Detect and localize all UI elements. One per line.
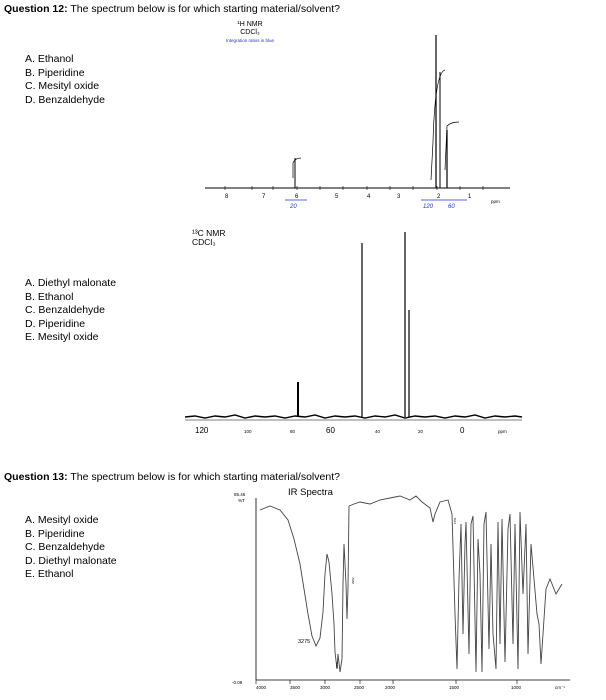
c-axis-120: 120	[195, 426, 209, 435]
ir-y-unit: %T	[238, 498, 245, 503]
h-axis-6: 6	[295, 194, 299, 200]
ir-axis-1500: 1500	[449, 685, 460, 690]
question-12-title: Question 12: The spectrum below is for which starting material/solvent?	[4, 3, 340, 15]
h-axis-3: 3	[397, 194, 401, 200]
option-e[interactable]: E. Ethanol	[25, 568, 74, 581]
ir-axis-4000: 4000	[256, 685, 267, 690]
h-integral-1	[293, 158, 301, 178]
ir-axis-unit: cm⁻¹	[555, 685, 565, 690]
h-axis-5: 5	[335, 194, 339, 200]
option-b[interactable]: B. Ethanol	[25, 290, 74, 303]
h-integration-60: 60	[448, 204, 455, 210]
option-b[interactable]: B. Piperidine	[25, 527, 85, 540]
ir-axis-3500: 3500	[290, 685, 301, 690]
c-axis-100: 100	[244, 429, 252, 434]
option-d[interactable]: D. Diethyl malonate	[25, 554, 117, 567]
c-nmr-noise-baseline	[185, 415, 522, 418]
svg-text:1651: 1651	[453, 517, 457, 524]
ir-axis-1000: 1000	[511, 685, 522, 690]
option-a[interactable]: A. Diethyl malonate	[25, 277, 117, 289]
question-13-title: Question 13: The spectrum below is for which starting material/solvent?	[4, 471, 340, 483]
option-d[interactable]: D. Benzaldehyde	[25, 93, 105, 106]
ir-peak-label: 3275	[298, 639, 311, 645]
c-axis-60: 60	[326, 426, 335, 435]
h-nmr-options	[25, 53, 105, 107]
h-axis-ppm: ppm	[491, 199, 500, 204]
h-axis-8: 8	[225, 194, 229, 200]
svg-text:2971: 2971	[335, 661, 339, 668]
ir-axis-2500: 2500	[354, 685, 365, 690]
option-d[interactable]: D. Piperidine	[25, 317, 86, 330]
ir-y-top: 85.46	[234, 492, 246, 497]
option-c[interactable]: C. Benzaldehyde	[25, 541, 105, 554]
h-axis-2: 2	[437, 194, 441, 200]
option-e[interactable]: E. Mesityl oxide	[25, 331, 99, 344]
c-nmr-title: ¹³C NMR CDCl₃	[192, 228, 226, 247]
h-axis-1: 1	[468, 194, 472, 200]
svg-text:2902: 2902	[351, 577, 355, 584]
ir-transmittance-curve	[260, 496, 562, 672]
c-axis-0: 0	[460, 426, 465, 435]
ir-y-bottom: -0.09	[232, 680, 243, 685]
option-a[interactable]: A. Mesityl oxide	[25, 514, 99, 526]
integration-note: Integration ratios in blue	[225, 38, 275, 43]
c-nmr-options	[25, 277, 116, 345]
c-axis-40: 40	[375, 429, 381, 434]
ir-axis-2000: 2000	[385, 685, 396, 690]
ir-axis-3000: 3000	[320, 685, 331, 690]
ir-options	[25, 514, 117, 582]
c-axis-ppm: ppm	[498, 429, 507, 434]
h-integration-20: 20	[290, 204, 297, 210]
option-c[interactable]: C. Mesityl oxide	[25, 80, 100, 93]
h-nmr-spectrum	[185, 30, 515, 215]
ir-title: IR Spectra	[288, 487, 333, 498]
h-axis-7: 7	[262, 194, 266, 200]
ir-spectrum	[230, 484, 586, 696]
h-integration-120: 120	[423, 204, 434, 210]
c-axis-80: 80	[290, 429, 296, 434]
option-a[interactable]: A. Ethanol	[25, 53, 74, 65]
c-nmr-spectrum	[180, 225, 525, 440]
h-axis-4: 4	[367, 194, 371, 200]
h-nmr-title: ¹H NMR CDCl₃	[237, 21, 263, 36]
option-c[interactable]: C. Benzaldehyde	[25, 304, 105, 317]
h-integral-2	[431, 70, 445, 180]
option-b[interactable]: B. Piperidine	[25, 66, 85, 79]
c-axis-20: 20	[418, 429, 424, 434]
